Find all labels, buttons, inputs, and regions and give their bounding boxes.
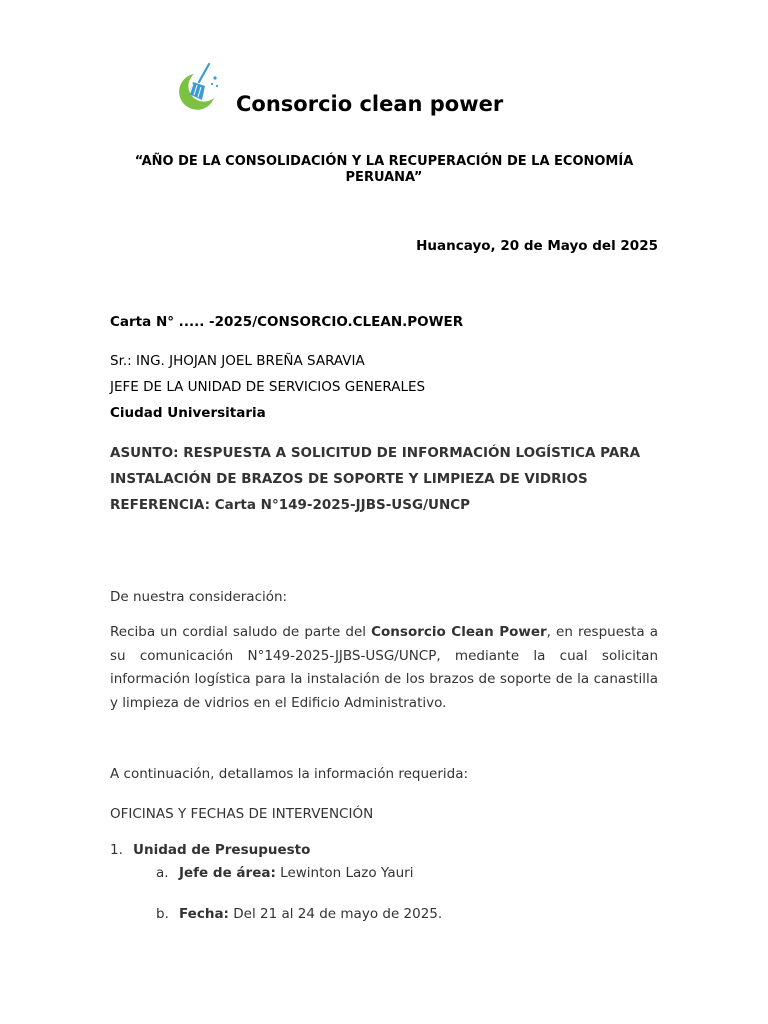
greeting: De nuestra consideración:	[110, 589, 288, 605]
recipient-name: Sr.: ING. JHOJAN JOEL BREÑA SARAVIA	[110, 353, 365, 369]
subject-referencia: REFERENCIA: Carta N°149-2025-JJBS-USG/UNCP	[110, 497, 471, 513]
intro-paragraph	[110, 621, 658, 715]
list-item	[110, 842, 310, 858]
list-item-title: Unidad de Presupuesto	[133, 842, 311, 858]
sub-b-value: Del 21 al 24 de mayo de 2025.	[228, 906, 443, 922]
intro-company: Consorcio Clean Power	[371, 624, 547, 640]
sub-a-label: Jefe de área:	[179, 865, 276, 881]
recipient-location: Ciudad Universitaria	[110, 405, 266, 421]
sub-marker-b: b.	[156, 906, 169, 922]
subject-asunto: ASUNTO: RESPUESTA A SOLICITUD DE INFORMACIÓN LOGÍSTICA PARA INSTALACIÓN DE BRAZOS DE SOPORTE Y LIMPIEZA DE VIDRIOS	[110, 445, 641, 487]
section-title: OFICINAS Y FECHAS DE INTERVENCIÓN	[110, 806, 374, 822]
company-name: Consorcio clean power	[236, 92, 504, 116]
detail-intro: A continuación, detallamos la información requerida:	[110, 766, 469, 782]
letter-date: Huancayo, 20 de Mayo del 2025	[416, 238, 658, 254]
intro-before: Reciba un cordial saludo de parte del	[110, 624, 372, 640]
sub-item-fecha	[156, 906, 442, 922]
subject-block	[110, 440, 658, 518]
recipient-position: JEFE DE LA UNIDAD DE SERVICIOS GENERALES	[110, 379, 426, 395]
sub-marker-a: a.	[156, 865, 169, 881]
broom-crescent-logo-icon	[172, 60, 222, 112]
list-marker: 1.	[110, 842, 123, 858]
sub-a-value: Lewinton Lazo Yauri	[275, 865, 414, 881]
year-motto: “AÑO DE LA CONSOLIDACIÓN Y LA RECUPERACIÓN DE LA ECONOMÍA PERUANA”	[134, 154, 634, 185]
sub-item-jefe	[156, 865, 413, 881]
sub-b-label: Fecha:	[179, 906, 229, 922]
intro-after: , en respuesta a su comunicación N°149-2025-JJBS-USG/UNCP, mediante la cual solicitan información logística para la instalación de los brazos de soporte de la canastilla y limpieza de vidrios en el Edificio Administrativo.	[110, 624, 658, 711]
letter-number: Carta N° ..... -2025/CONSORCIO.CLEAN.POWER	[110, 314, 464, 330]
